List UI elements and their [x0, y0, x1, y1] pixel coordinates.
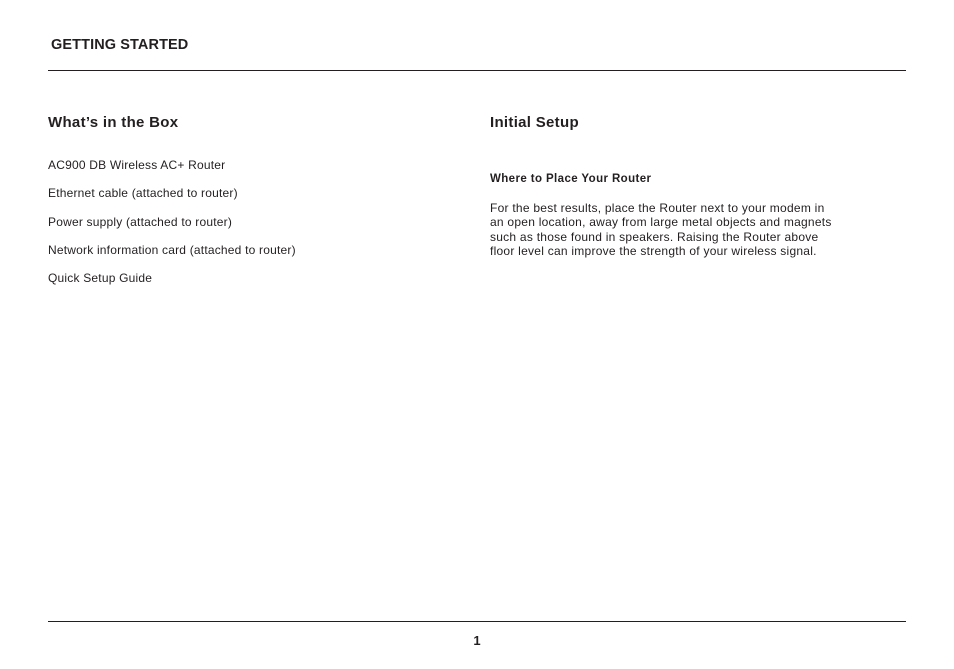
section-header: GETTING STARTED: [51, 37, 189, 53]
header-divider: [48, 70, 906, 71]
paragraph-line: such as those found in speakers. Raising the Router above: [490, 229, 819, 244]
list-item: Quick Setup Guide: [48, 271, 153, 286]
whats-in-the-box-title: What’s in the Box: [48, 114, 179, 131]
list-item: Power supply (attached to router): [48, 214, 233, 229]
list-item: Ethernet cable (attached to router): [48, 186, 238, 201]
initial-setup-title: Initial Setup: [490, 114, 579, 131]
page-number: 1: [473, 633, 481, 648]
paragraph-line: floor level can improve the strength of your wireless signal.: [490, 243, 817, 258]
list-item: Network information card (attached to router): [48, 242, 296, 257]
list-item: AC900 DB Wireless AC+ Router: [48, 158, 226, 172]
box-contents-list: [48, 158, 296, 299]
initial-setup-section: [490, 114, 870, 258]
router-placement-subheading: Where to Place Your Router: [490, 173, 652, 185]
router-placement-paragraph: [490, 201, 862, 258]
paragraph-line: For the best results, place the Router next to your modem in: [490, 201, 825, 215]
whats-in-the-box-section: [48, 114, 448, 286]
footer-divider: [48, 621, 906, 622]
paragraph-line: an open location, away from large metal objects and magnets: [490, 215, 832, 230]
